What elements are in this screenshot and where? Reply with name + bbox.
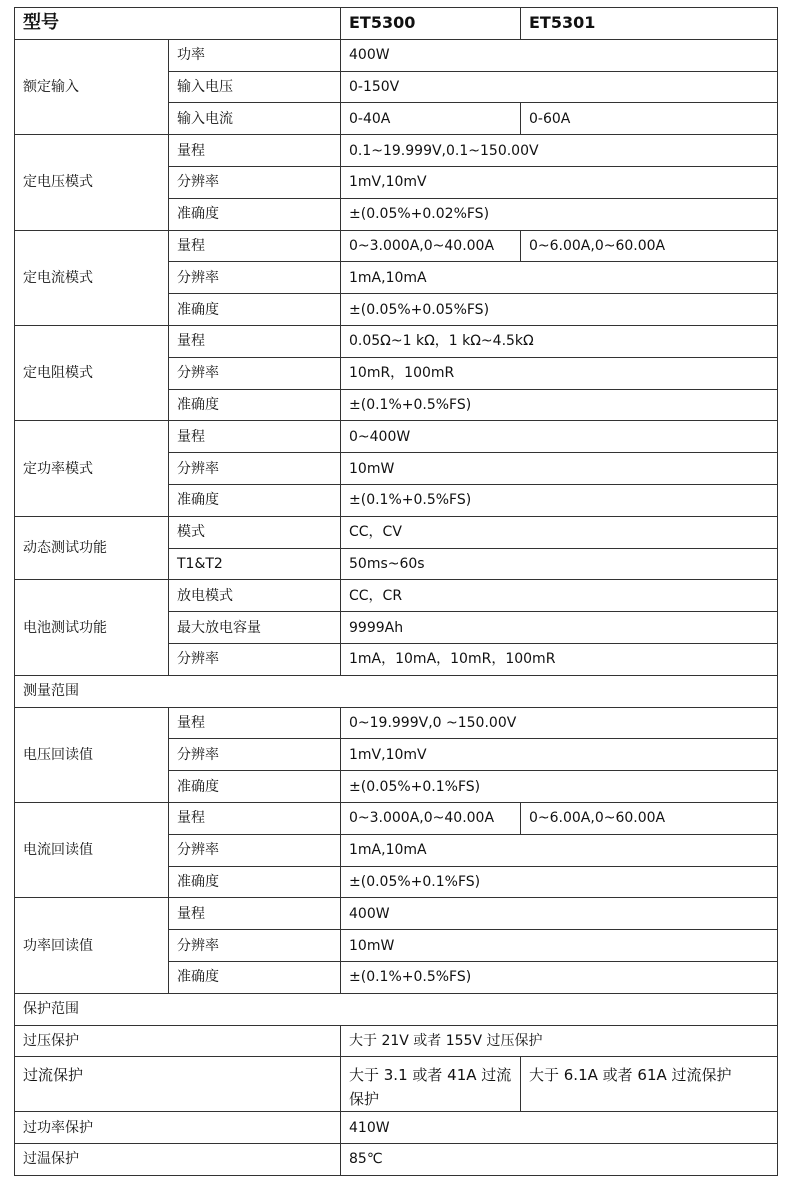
param-value: ±(0.1%+0.5%FS) [341, 961, 778, 993]
spec-table [14, 7, 778, 1176]
param-name: 分辨率 [169, 739, 341, 771]
param-value: CC，CV [341, 516, 778, 548]
param-value: 400W [341, 898, 778, 930]
param-name: 量程 [169, 898, 341, 930]
section-heading-row [15, 675, 778, 707]
param-name: 量程 [169, 707, 341, 739]
param-name: 分辨率 [169, 262, 341, 294]
param-name: T1&T2 [169, 548, 341, 580]
param-value: ±(0.1%+0.5%FS) [341, 389, 778, 421]
param-name: 准确度 [169, 294, 341, 326]
param-value: CC，CR [341, 580, 778, 612]
cr-mode-label: 定电阻模式 [15, 325, 169, 420]
param-value: 1mA,10mA [341, 834, 778, 866]
param-value: ±(0.05%+0.1%FS) [341, 866, 778, 898]
param-value: 1mV,10mV [341, 739, 778, 771]
battery-test-label: 电池测试功能 [15, 580, 169, 675]
table-row [15, 39, 778, 71]
table-row [15, 580, 778, 612]
param-value: 400W [341, 39, 778, 71]
table-row [15, 802, 778, 834]
ocp-label: 过流保护 [15, 1057, 341, 1112]
cc-mode-label: 定电流模式 [15, 230, 169, 325]
param-name: 分辨率 [169, 643, 341, 675]
param-value: ±(0.05%+0.05%FS) [341, 294, 778, 326]
ovp-label: 过压保护 [15, 1025, 341, 1057]
power-readback-label: 功率回读值 [15, 898, 169, 993]
param-name: 分辨率 [169, 834, 341, 866]
otp-label: 过温保护 [15, 1144, 341, 1176]
table-row [15, 516, 778, 548]
table-row [15, 707, 778, 739]
table-row [15, 135, 778, 167]
param-value: 0-150V [341, 71, 778, 103]
param-name: 输入电流 [169, 103, 341, 135]
table-row [15, 898, 778, 930]
param-value: 50ms~60s [341, 548, 778, 580]
measure-range-heading: 测量范围 [15, 675, 778, 707]
param-name: 分辨率 [169, 930, 341, 962]
param-name: 准确度 [169, 198, 341, 230]
param-name: 功率 [169, 39, 341, 71]
table-row [15, 421, 778, 453]
model-label: 型号 [15, 8, 341, 40]
param-name: 准确度 [169, 771, 341, 803]
param-value: ±(0.1%+0.5%FS) [341, 484, 778, 516]
param-name: 量程 [169, 325, 341, 357]
param-name: 输入电压 [169, 71, 341, 103]
param-name: 准确度 [169, 484, 341, 516]
table-row [15, 1112, 778, 1144]
param-value: 1mA,10mA [341, 262, 778, 294]
model-b: ET5301 [521, 8, 778, 40]
ocp-value-b: 大于 6.1A 或者 61A 过流保护 [521, 1057, 778, 1112]
param-value: ±(0.05%+0.1%FS) [341, 771, 778, 803]
param-value: 0~400W [341, 421, 778, 453]
ovp-value: 大于 21V 或者 155V 过压保护 [341, 1025, 778, 1057]
current-readback-label: 电流回读值 [15, 802, 169, 897]
otp-value: 85℃ [341, 1144, 778, 1176]
param-name: 量程 [169, 230, 341, 262]
param-name: 分辨率 [169, 357, 341, 389]
param-name: 准确度 [169, 389, 341, 421]
param-name: 准确度 [169, 866, 341, 898]
param-name: 分辨率 [169, 453, 341, 485]
param-value: 1mV,10mV [341, 166, 778, 198]
header-row [15, 8, 778, 40]
param-value: 1mA，10mA，10mR，100mR [341, 643, 778, 675]
param-value-b: 0-60A [521, 103, 778, 135]
table-row [15, 325, 778, 357]
cp-mode-label: 定功率模式 [15, 421, 169, 516]
opp-value: 410W [341, 1112, 778, 1144]
param-value: 0~19.999V,0 ~150.00V [341, 707, 778, 739]
param-value-b: 0~6.00A,0~60.00A [521, 230, 778, 262]
section-heading-row [15, 993, 778, 1025]
model-a: ET5300 [341, 8, 521, 40]
param-name: 量程 [169, 802, 341, 834]
protection-range-heading: 保护范围 [15, 993, 778, 1025]
table-row [15, 1025, 778, 1057]
param-value-a: 0~3.000A,0~40.00A [341, 802, 521, 834]
param-name: 量程 [169, 421, 341, 453]
table-row [15, 1144, 778, 1176]
param-name: 模式 [169, 516, 341, 548]
param-value-b: 0~6.00A,0~60.00A [521, 802, 778, 834]
param-value-a: 0-40A [341, 103, 521, 135]
param-value: 10mW [341, 453, 778, 485]
table-row [15, 1057, 778, 1112]
table-row [15, 230, 778, 262]
param-value: 10mW [341, 930, 778, 962]
param-name: 最大放电容量 [169, 612, 341, 644]
param-name: 分辨率 [169, 166, 341, 198]
param-value-a: 0~3.000A,0~40.00A [341, 230, 521, 262]
param-value: 0.1~19.999V,0.1~150.00V [341, 135, 778, 167]
param-value: 9999Ah [341, 612, 778, 644]
param-value: ±(0.05%+0.02%FS) [341, 198, 778, 230]
opp-label: 过功率保护 [15, 1112, 341, 1144]
param-name: 量程 [169, 135, 341, 167]
param-value: 10mR，100mR [341, 357, 778, 389]
ocp-value-a: 大于 3.1 或者 41A 过流保护 [341, 1057, 521, 1112]
param-name: 放电模式 [169, 580, 341, 612]
rated-input-label: 额定输入 [15, 39, 169, 134]
dynamic-test-label: 动态测试功能 [15, 516, 169, 580]
param-name: 准确度 [169, 961, 341, 993]
param-value: 0.05Ω~1 kΩ，1 kΩ~4.5kΩ [341, 325, 778, 357]
voltage-readback-label: 电压回读值 [15, 707, 169, 802]
cv-mode-label: 定电压模式 [15, 135, 169, 230]
